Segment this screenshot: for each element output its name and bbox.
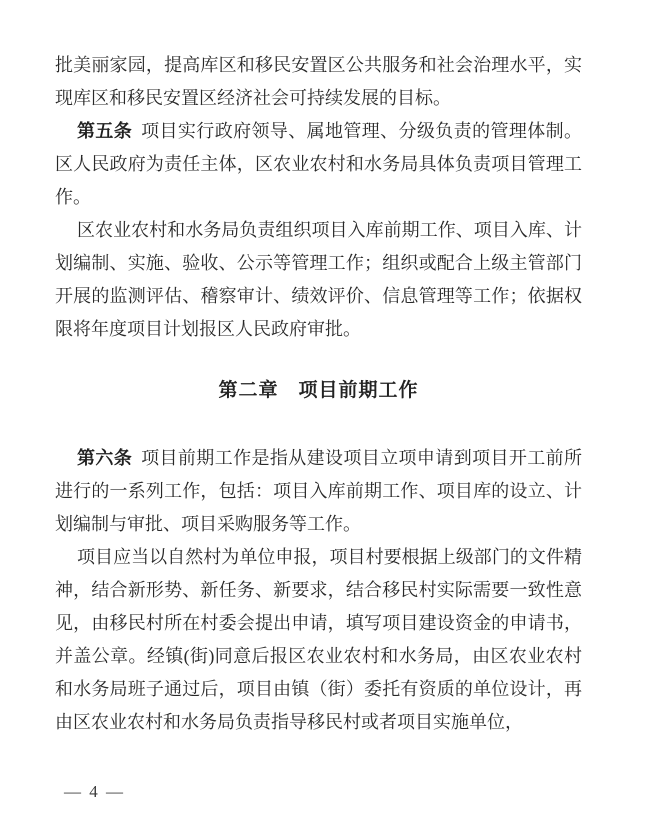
- paragraph-text: 批美丽家园，提高库区和移民安置区公共服务和社会治理水平，实现库区和移民安置区经济社会可持续发展的目标。: [55, 55, 582, 108]
- document-body: [55, 49, 582, 739]
- project-application-paragraph: [55, 541, 582, 739]
- article-5-number: 第五条: [77, 121, 133, 141]
- paragraph-text: 项目应当以自然村为单位申报，项目村要根据上级部门的文件精神，结合新形势、新任务、新要求，结合移民村实际需要一致性意见，由移民村所在村委会提出申请，填写项目建设资金的申请书，并盖公章。经镇(街)同意后报区农业农村和水务局，由区农业农村和水务局班子通过后，项目由镇（街）委托有资质的单位设计，再由区农业农村和水务局负责指导移民村或者项目实施单位，: [55, 547, 582, 732]
- chapter-2-heading: 第二章 项目前期工作: [218, 380, 419, 401]
- paragraph-previous-page-continuation: [55, 49, 582, 115]
- page-number: — 4 —: [64, 782, 125, 801]
- article-6-number: 第六条: [77, 448, 133, 468]
- paragraph-text: 区农业农村和水务局负责组织项目入库前期工作、项目入库、计划编制、实施、验收、公示等管理工作；组织或配合上级主管部门开展的监测评估、稽察审计、绩效评价、信息管理等工作；依据权限将年度项目计划报区人民政府审批。: [55, 220, 582, 339]
- article-6-clause: [55, 442, 582, 541]
- article-5-clause: [55, 115, 582, 214]
- department-responsibilities-paragraph: [55, 214, 582, 346]
- page-footer: [64, 780, 125, 804]
- paragraph-text: 项目实行政府领导、属地管理、分级负责的管理体制。区人民政府为责任主体，区农业农村和水务局具体负责项目管理工作。: [55, 121, 582, 207]
- paragraph-text: 项目前期工作是指从建设项目立项申请到项目开工前所进行的一系列工作，包括：项目入库前期工作、项目库的设立、计划编制与审批、项目采购服务等工作。: [55, 448, 582, 534]
